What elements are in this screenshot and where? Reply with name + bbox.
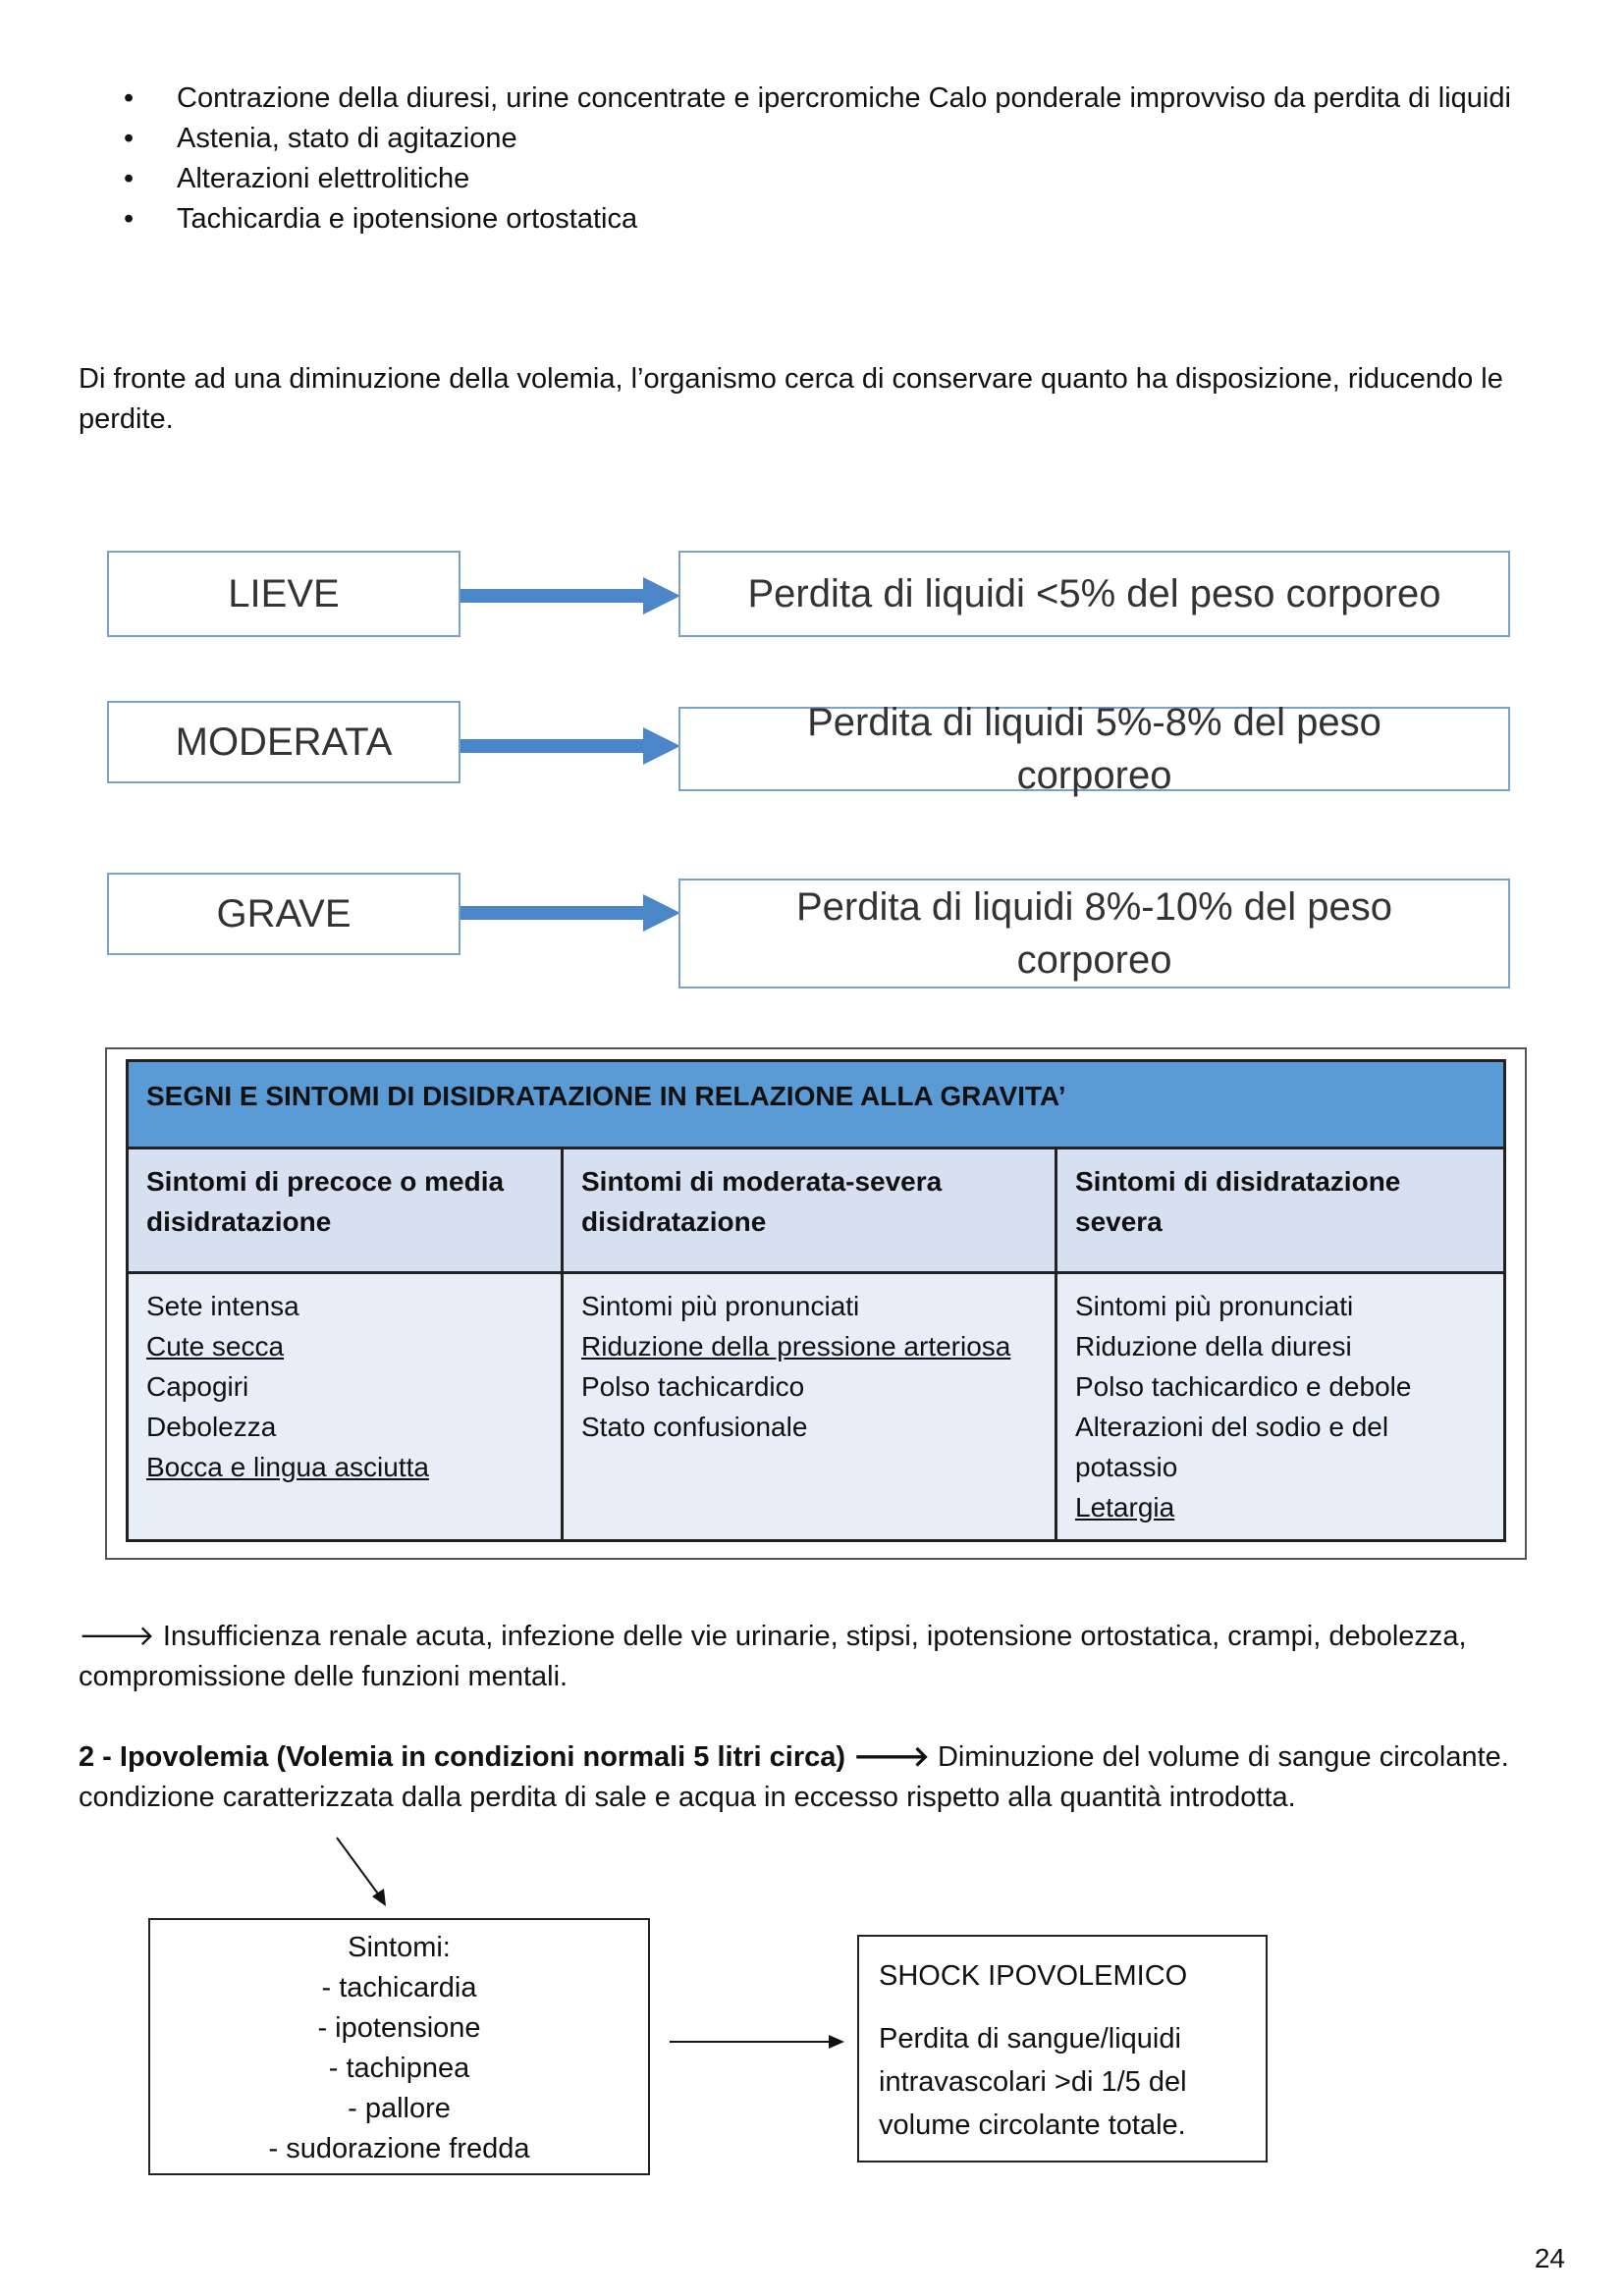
table-cell: [563, 1273, 1056, 1541]
ipovolemia-heading: 2 - Ipovolemia (Volemia in condizioni normali 5 litri circa): [79, 1741, 846, 1773]
cell-line: Polso tachicardico: [581, 1371, 805, 1402]
ipovolemia-paragraph: [79, 1737, 1551, 1818]
cell-line: Sintomi più pronunciati: [1075, 1291, 1354, 1321]
list-item: • Alterazioni elettrolitiche: [118, 159, 1542, 199]
symptom-item: - tachicardia: [321, 1972, 477, 2003]
cell-line: Riduzione della diuresi: [1075, 1331, 1352, 1362]
consequences-paragraph: [79, 1617, 1551, 1697]
arrow-right-icon: 🡒: [79, 1621, 155, 1652]
column-header: Sintomi di moderata-severa disidratazione: [563, 1148, 1056, 1273]
table-cell: [128, 1273, 563, 1541]
table-title: SEGNI E SINTOMI DI DISIDRATAZIONE IN RELAZIONE ALLA GRAVITA’: [128, 1061, 1505, 1148]
cell-line: Stato confusionale: [581, 1412, 808, 1442]
column-header: Sintomi di precoce o media disidratazione: [128, 1148, 563, 1273]
arrow-right-icon: [460, 569, 680, 628]
cell-line: Debolezza: [146, 1412, 277, 1442]
table-cell: [1056, 1273, 1505, 1541]
ipovolemia-description: condizione caratterizzata dalla perdita di sale e acqua in eccesso rispetto alla quantità introdotta.: [79, 1782, 1296, 1813]
shock-title: SHOCK IPOVOLEMICO: [879, 1960, 1188, 1992]
level-moderata-description: Perdita di liquidi 5%-8% del peso corporeo: [678, 707, 1510, 791]
symptoms-title: Sintomi:: [348, 1932, 451, 1963]
level-grave-description: Perdita di liquidi 8%-10% del peso corporeo: [678, 879, 1510, 988]
cell-line: Capogiri: [146, 1371, 249, 1402]
arrow-right-icon: [460, 720, 680, 778]
cell-line: Alterazioni del sodio e del potassio: [1075, 1412, 1389, 1482]
symptom-item: - ipotensione: [317, 2012, 481, 2044]
cell-line: Polso tachicardico e debole: [1075, 1371, 1412, 1402]
level-lieve-description: Perdita di liquidi <5% del peso corporeo: [678, 551, 1510, 637]
arrow-right-icon: 🡒: [853, 1741, 930, 1773]
shock-box: [857, 1935, 1268, 2163]
list-item: • Astenia, stato di agitazione: [118, 119, 1542, 159]
level-lieve-box: LIEVE: [107, 551, 460, 637]
level-moderata-box: MODERATA: [107, 701, 460, 783]
column-header: Sintomi di disidratazione severa: [1056, 1148, 1505, 1273]
consequences-text: Insufficienza renale acuta, infezione delle vie urinarie, stipsi, ipotensione ortostatica, crampi, debolezza, compromissione delle funzioni mentali.: [79, 1621, 1467, 1692]
level-grave-box: GRAVE: [107, 873, 460, 955]
symptom-bullet-list: [118, 79, 1542, 240]
list-item: • Tachicardia e ipotensione ortostatica: [118, 199, 1542, 240]
symptom-item: - sudorazione fredda: [268, 2133, 530, 2164]
arrow-right-icon: [668, 2030, 846, 2054]
cell-line: Sintomi più pronunciati: [581, 1291, 860, 1321]
severity-table: [126, 1059, 1506, 1542]
cell-line: Sete intensa: [146, 1291, 299, 1321]
shock-text: Perdita di sangue/liquidi intravascolari >di 1/5 del volume circolante totale.: [879, 2023, 1187, 2141]
arrow-right-icon: [460, 886, 680, 945]
ipovolemia-definition: Diminuzione del volume di sangue circolante.: [937, 1741, 1509, 1773]
cell-line: Cute secca: [146, 1331, 285, 1362]
cell-line: Bocca e lingua asciutta: [146, 1452, 429, 1482]
page-number: 24: [1534, 2243, 1565, 2273]
intro-paragraph: Di fronte ad una diminuzione della volemia, l’organismo cerca di conservare quanto ha disposizione, riducendo le perdite.: [79, 363, 1503, 435]
symptoms-box: [148, 1918, 650, 2175]
cell-line: Letargia: [1075, 1492, 1175, 1522]
symptom-item: - pallore: [348, 2093, 451, 2124]
cell-line: Riduzione della pressione arteriosa: [581, 1331, 1011, 1362]
diagonal-arrow-icon: [329, 1834, 398, 1912]
symptom-item: - tachipnea: [328, 2053, 470, 2084]
list-item: • Contrazione della diuresi, urine concentrate e ipercromiche Calo ponderale improvviso da perdita di liquidi: [118, 79, 1542, 119]
